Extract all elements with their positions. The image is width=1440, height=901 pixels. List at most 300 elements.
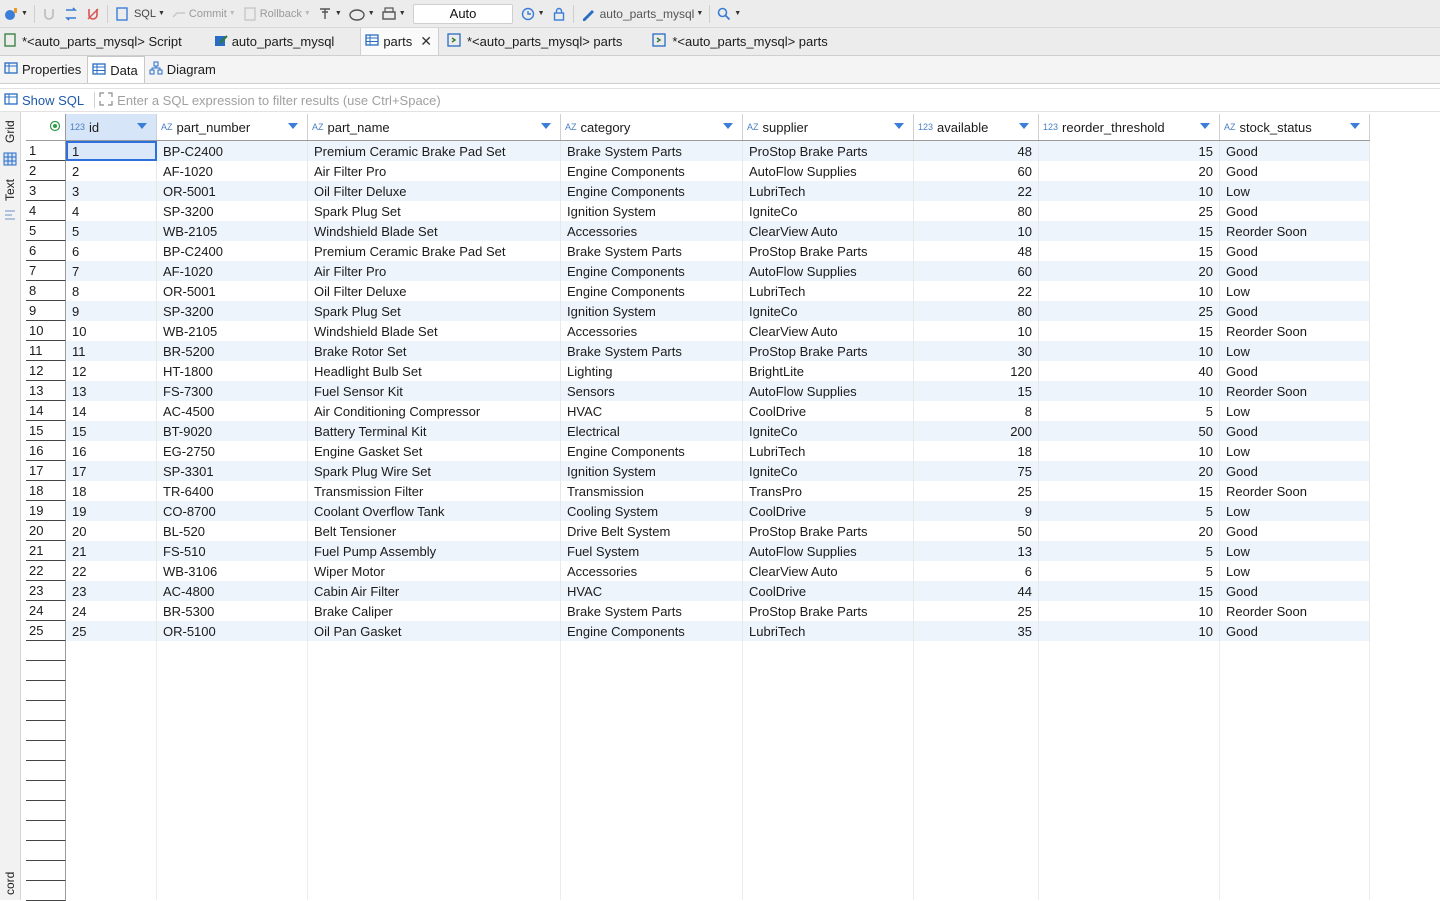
cell-reorder-threshold[interactable]: 15 [1039,321,1220,341]
select-all-corner[interactable] [26,114,66,140]
cell-part-name[interactable]: Transmission Filter [308,481,561,501]
cell-available[interactable]: 200 [914,421,1039,441]
cell-category[interactable]: Lighting [561,361,743,381]
cell-stock-status[interactable]: Low [1220,541,1370,561]
cell-available[interactable]: 80 [914,301,1039,321]
cell-available[interactable]: 50 [914,521,1039,541]
cell-part-number[interactable]: AF-1020 [157,161,308,181]
table-row[interactable] [26,581,1370,601]
sort-dropdown-icon[interactable] [894,123,904,129]
column-header-stock-status[interactable] [1220,114,1370,140]
cell-reorder-threshold[interactable]: 40 [1039,361,1220,381]
cell-supplier[interactable]: ClearView Auto [743,221,914,241]
cell-stock-status[interactable]: Low [1220,401,1370,421]
row-number[interactable]: 24 [26,601,66,621]
cell-id[interactable]: 1 [66,141,157,161]
cell-available[interactable]: 22 [914,181,1039,201]
cell-category[interactable]: HVAC [561,581,743,601]
tab-script[interactable] [0,28,188,55]
cell-reorder-threshold[interactable]: 10 [1039,621,1220,641]
cell-reorder-threshold[interactable]: 20 [1039,261,1220,281]
cell-reorder-threshold[interactable]: 20 [1039,521,1220,541]
cell-stock-status[interactable]: Good [1220,141,1370,161]
cell-available[interactable]: 22 [914,281,1039,301]
close-icon[interactable]: ✕ [420,33,432,49]
cell-category[interactable]: Accessories [561,561,743,581]
cell-stock-status[interactable]: Reorder Soon [1220,481,1370,501]
column-header-category[interactable] [561,114,743,140]
tab-database[interactable] [210,28,341,55]
side-tab-record[interactable]: cord [3,871,17,895]
rollback-button[interactable]: Rollback ▼ [239,3,314,25]
cell-available[interactable]: 10 [914,321,1039,341]
cell-category[interactable]: Drive Belt System [561,521,743,541]
cell-category[interactable]: Electrical [561,421,743,441]
cell-supplier[interactable]: CoolDrive [743,581,914,601]
cell-id[interactable]: 25 [66,621,157,641]
cell-reorder-threshold[interactable]: 5 [1039,541,1220,561]
cell-part-name[interactable]: Brake Rotor Set [308,341,561,361]
cell-part-name[interactable]: Coolant Overflow Tank [308,501,561,521]
cell-supplier[interactable]: LubriTech [743,441,914,461]
cell-stock-status[interactable]: Low [1220,341,1370,361]
cell-category[interactable]: Accessories [561,221,743,241]
cell-category[interactable]: Engine Components [561,441,743,461]
cell-reorder-threshold[interactable]: 15 [1039,141,1220,161]
side-tab-text[interactable]: Text [3,178,17,201]
cell-available[interactable]: 60 [914,261,1039,281]
cell-category[interactable]: Engine Components [561,261,743,281]
cell-supplier[interactable]: LubriTech [743,181,914,201]
cell-stock-status[interactable]: Good [1220,581,1370,601]
row-number[interactable]: 14 [26,401,66,421]
cell-id[interactable]: 12 [66,361,157,381]
cell-reorder-threshold[interactable]: 10 [1039,381,1220,401]
cell-stock-status[interactable]: Reorder Soon [1220,381,1370,401]
cell-available[interactable]: 75 [914,461,1039,481]
cell-part-number[interactable]: CO-8700 [157,501,308,521]
commit-button[interactable]: Commit ▼ [168,3,239,25]
cell-category[interactable]: Transmission [561,481,743,501]
cell-supplier[interactable]: AutoFlow Supplies [743,541,914,561]
cell-stock-status[interactable]: Reorder Soon [1220,221,1370,241]
row-number[interactable]: 22 [26,561,66,581]
cell-stock-status[interactable]: Reorder Soon [1220,601,1370,621]
cell-supplier[interactable]: IgniteCo [743,301,914,321]
cell-available[interactable]: 6 [914,561,1039,581]
row-number[interactable]: 5 [26,221,66,241]
cell-part-name[interactable]: Premium Ceramic Brake Pad Set [308,141,561,161]
cell-reorder-threshold[interactable]: 50 [1039,421,1220,441]
cell-category[interactable]: Ignition System [561,201,743,221]
cell-reorder-threshold[interactable]: 10 [1039,341,1220,361]
invalidate-button[interactable] [82,3,104,25]
cell-part-number[interactable]: AC-4500 [157,401,308,421]
cell-part-name[interactable]: Brake Caliper [308,601,561,621]
cell-available[interactable]: 8 [914,401,1039,421]
history-button[interactable]: ▼ [517,3,548,25]
tab-data[interactable] [87,56,144,83]
cell-part-number[interactable]: BL-520 [157,521,308,541]
cell-category[interactable]: Sensors [561,381,743,401]
row-number[interactable]: 1 [26,141,66,161]
cell-part-number[interactable]: WB-2105 [157,221,308,241]
cell-part-name[interactable]: Windshield Blade Set [308,221,561,241]
tab-properties[interactable] [0,56,87,83]
table-row[interactable] [26,601,1370,621]
row-number[interactable]: 13 [26,381,66,401]
cell-supplier[interactable]: AutoFlow Supplies [743,381,914,401]
row-number[interactable]: 25 [26,621,66,641]
table-row[interactable] [26,161,1370,181]
cell-part-number[interactable]: BR-5200 [157,341,308,361]
cell-supplier[interactable]: ClearView Auto [743,561,914,581]
table-row[interactable] [26,241,1370,261]
row-number[interactable]: 2 [26,161,66,181]
cell-part-name[interactable]: Air Filter Pro [308,261,561,281]
cell-part-name[interactable]: Cabin Air Filter [308,581,561,601]
sort-dropdown-icon[interactable] [288,123,298,129]
cell-part-name[interactable]: Premium Ceramic Brake Pad Set [308,241,561,261]
cell-id[interactable]: 2 [66,161,157,181]
cell-id[interactable]: 22 [66,561,157,581]
cell-reorder-threshold[interactable]: 5 [1039,501,1220,521]
table-row[interactable] [26,141,1370,161]
cell-available[interactable]: 18 [914,441,1039,461]
cell-id[interactable]: 15 [66,421,157,441]
cell-part-name[interactable]: Spark Plug Wire Set [308,461,561,481]
row-number[interactable]: 20 [26,521,66,541]
cell-available[interactable]: 13 [914,541,1039,561]
cell-id[interactable]: 19 [66,501,157,521]
cell-part-number[interactable]: SP-3200 [157,301,308,321]
cell-part-number[interactable]: OR-5001 [157,281,308,301]
column-header-id[interactable] [66,114,157,140]
cell-part-number[interactable]: FS-510 [157,541,308,561]
cell-stock-status[interactable]: Good [1220,201,1370,221]
cell-supplier[interactable]: IgniteCo [743,201,914,221]
table-row[interactable] [26,261,1370,281]
row-number[interactable]: 16 [26,441,66,461]
row-number[interactable]: 19 [26,501,66,521]
cell-reorder-threshold[interactable]: 5 [1039,561,1220,581]
cell-part-number[interactable]: WB-2105 [157,321,308,341]
cell-available[interactable]: 48 [914,141,1039,161]
datasource-selector[interactable]: auto_parts_mysql ▼ [577,3,707,25]
cell-category[interactable]: Engine Components [561,621,743,641]
cell-id[interactable]: 17 [66,461,157,481]
cell-part-name[interactable]: Spark Plug Set [308,201,561,221]
cell-part-name[interactable]: Oil Filter Deluxe [308,181,561,201]
table-row[interactable] [26,341,1370,361]
cell-id[interactable]: 24 [66,601,157,621]
cell-supplier[interactable]: LubriTech [743,621,914,641]
cell-supplier[interactable]: TransPro [743,481,914,501]
transaction-mode-select[interactable]: Auto [413,4,513,24]
cell-reorder-threshold[interactable]: 15 [1039,221,1220,241]
row-number[interactable]: 4 [26,201,66,221]
tab-parts-editor-2[interactable] [648,28,833,55]
cell-stock-status[interactable]: Reorder Soon [1220,321,1370,341]
cell-part-number[interactable]: EG-2750 [157,441,308,461]
cell-id[interactable]: 8 [66,281,157,301]
table-row[interactable] [26,181,1370,201]
cell-stock-status[interactable]: Low [1220,561,1370,581]
row-number[interactable]: 10 [26,321,66,341]
cell-stock-status[interactable]: Good [1220,161,1370,181]
cell-part-name[interactable]: Air Filter Pro [308,161,561,181]
cell-id[interactable]: 6 [66,241,157,261]
table-row[interactable] [26,501,1370,521]
cell-supplier[interactable]: CoolDrive [743,501,914,521]
cell-stock-status[interactable]: Good [1220,521,1370,541]
row-number[interactable]: 12 [26,361,66,381]
cell-supplier[interactable]: ClearView Auto [743,321,914,341]
table-row[interactable] [26,461,1370,481]
cell-reorder-threshold[interactable]: 15 [1039,481,1220,501]
cell-available[interactable]: 120 [914,361,1039,381]
cell-reorder-threshold[interactable]: 15 [1039,581,1220,601]
table-row[interactable] [26,321,1370,341]
cell-id[interactable]: 5 [66,221,157,241]
row-number[interactable]: 21 [26,541,66,561]
cell-part-number[interactable]: HT-1800 [157,361,308,381]
cell-stock-status[interactable]: Good [1220,261,1370,281]
cell-reorder-threshold[interactable]: 10 [1039,281,1220,301]
cell-part-number[interactable]: TR-6400 [157,481,308,501]
cell-stock-status[interactable]: Good [1220,421,1370,441]
cell-part-name[interactable]: Headlight Bulb Set [308,361,561,381]
print-button[interactable]: ▼ [378,3,409,25]
cell-part-name[interactable]: Battery Terminal Kit [308,421,561,441]
cell-category[interactable]: Engine Components [561,161,743,181]
cell-reorder-threshold[interactable]: 10 [1039,601,1220,621]
cell-part-name[interactable]: Oil Pan Gasket [308,621,561,641]
table-row[interactable] [26,361,1370,381]
sort-dropdown-icon[interactable] [1350,123,1360,129]
reconnect-button[interactable] [60,3,82,25]
tab-parts[interactable] [360,28,439,55]
table-row[interactable] [26,441,1370,461]
cell-id[interactable]: 18 [66,481,157,501]
cell-category[interactable]: Fuel System [561,541,743,561]
cell-stock-status[interactable]: Good [1220,621,1370,641]
cell-stock-status[interactable]: Good [1220,461,1370,481]
cell-part-number[interactable]: BP-C2400 [157,241,308,261]
transaction-mode-button[interactable]: ▼ [314,3,345,25]
row-number[interactable]: 6 [26,241,66,261]
row-number[interactable]: 17 [26,461,66,481]
row-number[interactable]: 9 [26,301,66,321]
connect-button[interactable]: ▼ [0,3,31,25]
cell-id[interactable]: 7 [66,261,157,281]
cell-part-name[interactable]: Wiper Motor [308,561,561,581]
cell-id[interactable]: 11 [66,341,157,361]
row-number[interactable]: 11 [26,341,66,361]
disconnect-button[interactable] [38,3,60,25]
cell-category[interactable]: Ignition System [561,461,743,481]
search-button[interactable]: ▼ [713,3,744,25]
row-number[interactable]: 7 [26,261,66,281]
cell-available[interactable]: 9 [914,501,1039,521]
cell-available[interactable]: 30 [914,341,1039,361]
cell-id[interactable]: 3 [66,181,157,201]
table-row[interactable] [26,621,1370,641]
table-row[interactable] [26,381,1370,401]
cell-id[interactable]: 9 [66,301,157,321]
cell-supplier[interactable]: AutoFlow Supplies [743,261,914,281]
cell-available[interactable]: 35 [914,621,1039,641]
cell-category[interactable]: Ignition System [561,301,743,321]
table-row[interactable] [26,301,1370,321]
cell-supplier[interactable]: IgniteCo [743,461,914,481]
cell-part-number[interactable]: SP-3301 [157,461,308,481]
table-row[interactable] [26,561,1370,581]
cell-part-name[interactable]: Windshield Blade Set [308,321,561,341]
cell-category[interactable]: Brake System Parts [561,141,743,161]
cell-reorder-threshold[interactable]: 10 [1039,441,1220,461]
cell-available[interactable]: 15 [914,381,1039,401]
cell-id[interactable]: 16 [66,441,157,461]
cell-part-name[interactable]: Fuel Pump Assembly [308,541,561,561]
sort-dropdown-icon[interactable] [1200,123,1210,129]
text-view-icon[interactable] [3,208,17,225]
cell-supplier[interactable]: LubriTech [743,281,914,301]
table-row[interactable] [26,541,1370,561]
cell-stock-status[interactable]: Good [1220,241,1370,261]
cell-available[interactable]: 25 [914,601,1039,621]
cell-supplier[interactable]: ProStop Brake Parts [743,141,914,161]
cell-reorder-threshold[interactable]: 25 [1039,301,1220,321]
table-row[interactable] [26,221,1370,241]
cell-part-name[interactable]: Engine Gasket Set [308,441,561,461]
table-row[interactable] [26,481,1370,501]
cell-part-name[interactable]: Belt Tensioner [308,521,561,541]
cell-reorder-threshold[interactable]: 15 [1039,241,1220,261]
table-row[interactable] [26,201,1370,221]
column-header-supplier[interactable] [743,114,914,140]
row-number[interactable]: 23 [26,581,66,601]
cell-reorder-threshold[interactable]: 20 [1039,161,1220,181]
cell-category[interactable]: Cooling System [561,501,743,521]
cell-part-number[interactable]: SP-3200 [157,201,308,221]
column-header-available[interactable] [914,114,1039,140]
cell-stock-status[interactable]: Low [1220,281,1370,301]
table-row[interactable] [26,421,1370,441]
cell-supplier[interactable]: ProStop Brake Parts [743,601,914,621]
cell-id[interactable]: 21 [66,541,157,561]
column-header-part-number[interactable] [157,114,308,140]
cell-stock-status[interactable]: Low [1220,441,1370,461]
cell-id[interactable]: 10 [66,321,157,341]
table-row[interactable] [26,521,1370,541]
cell-id[interactable]: 14 [66,401,157,421]
cell-part-number[interactable]: AF-1020 [157,261,308,281]
cell-id[interactable]: 23 [66,581,157,601]
cell-part-name[interactable]: Air Conditioning Compressor [308,401,561,421]
cell-category[interactable]: Accessories [561,321,743,341]
cell-supplier[interactable]: AutoFlow Supplies [743,161,914,181]
cell-id[interactable]: 20 [66,521,157,541]
show-sql-button[interactable] [0,92,90,109]
cell-part-number[interactable]: BR-5300 [157,601,308,621]
cell-id[interactable]: 4 [66,201,157,221]
sort-dropdown-icon[interactable] [541,123,551,129]
cell-supplier[interactable]: IgniteCo [743,421,914,441]
tab-parts-editor-1[interactable] [443,28,628,55]
cell-supplier[interactable]: ProStop Brake Parts [743,521,914,541]
cell-part-number[interactable]: WB-3106 [157,561,308,581]
cell-supplier[interactable]: CoolDrive [743,401,914,421]
sort-dropdown-icon[interactable] [1019,123,1029,129]
cell-part-number[interactable]: AC-4800 [157,581,308,601]
cell-category[interactable]: Engine Components [561,181,743,201]
cell-supplier[interactable]: ProStop Brake Parts [743,241,914,261]
cell-category[interactable]: Brake System Parts [561,601,743,621]
cell-reorder-threshold[interactable]: 25 [1039,201,1220,221]
cell-reorder-threshold[interactable]: 20 [1039,461,1220,481]
cell-available[interactable]: 25 [914,481,1039,501]
tab-diagram[interactable] [145,56,222,83]
cell-part-name[interactable]: Oil Filter Deluxe [308,281,561,301]
table-row[interactable] [26,281,1370,301]
cell-part-number[interactable]: BP-C2400 [157,141,308,161]
cell-part-number[interactable]: OR-5100 [157,621,308,641]
cell-available[interactable]: 60 [914,161,1039,181]
cell-reorder-threshold[interactable]: 10 [1039,181,1220,201]
cell-stock-status[interactable]: Good [1220,361,1370,381]
column-header-part-name[interactable] [308,114,561,140]
cell-part-name[interactable]: Fuel Sensor Kit [308,381,561,401]
cell-part-name[interactable]: Spark Plug Set [308,301,561,321]
cell-stock-status[interactable]: Good [1220,301,1370,321]
side-tab-grid[interactable]: Grid [3,120,17,143]
cell-supplier[interactable]: BrightLite [743,361,914,381]
cell-category[interactable]: Brake System Parts [561,241,743,261]
cell-stock-status[interactable]: Low [1220,501,1370,521]
cell-id[interactable]: 13 [66,381,157,401]
cell-available[interactable]: 44 [914,581,1039,601]
cell-category[interactable]: HVAC [561,401,743,421]
isolation-button[interactable]: ▼ [345,3,378,25]
lock-button[interactable] [548,3,570,25]
row-number[interactable]: 18 [26,481,66,501]
cell-available[interactable]: 48 [914,241,1039,261]
cell-stock-status[interactable]: Low [1220,181,1370,201]
cell-part-number[interactable]: FS-7300 [157,381,308,401]
filter-input[interactable] [113,93,1017,108]
grid-icon[interactable] [3,152,17,169]
table-row[interactable] [26,401,1370,421]
sql-editor-button[interactable]: SQL ▼ [111,3,168,25]
cell-part-number[interactable]: OR-5001 [157,181,308,201]
cell-available[interactable]: 10 [914,221,1039,241]
column-header-reorder-threshold[interactable] [1039,114,1220,140]
cell-reorder-threshold[interactable]: 5 [1039,401,1220,421]
cell-available[interactable]: 80 [914,201,1039,221]
rollback-label: Rollback [259,7,302,20]
expand-icon[interactable] [99,92,113,109]
row-number[interactable]: 15 [26,421,66,441]
cell-category[interactable]: Engine Components [561,281,743,301]
sort-dropdown-icon[interactable] [723,123,733,129]
cell-part-number[interactable]: BT-9020 [157,421,308,441]
row-number[interactable]: 3 [26,181,66,201]
cell-supplier[interactable]: ProStop Brake Parts [743,341,914,361]
row-number[interactable]: 8 [26,281,66,301]
sort-dropdown-icon[interactable] [137,123,147,129]
cell-category[interactable]: Brake System Parts [561,341,743,361]
